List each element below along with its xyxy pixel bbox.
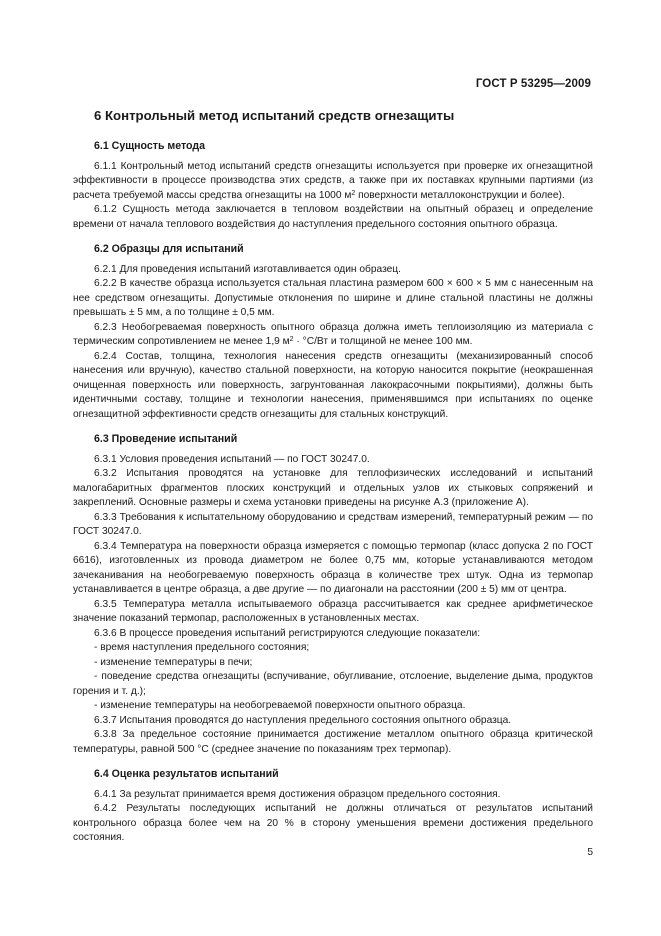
section-title: 6 Контрольный метод испытаний средств огнезащиты (94, 108, 455, 123)
superscript: 2 (351, 189, 356, 197)
list-item: - изменение температуры на необогреваемой поверхности опытного образца. (94, 700, 466, 711)
paragraph-6-4-2: 6.4.2 Результаты последующих испытаний не должны отличаться от результатов испытаний контрольного образца более чем на 20 % в сторону уменьшения времени достижения предельного состояния. (73, 803, 593, 843)
paragraph-6-2-2: 6.2.2 В качестве образца используется стальная пластина размером 600 × 600 × 5 мм с нанесенным на нее средством огнезащиты. Допустимые отклонения по ширине и длине стальной пластины не должны превышать ± 5 мм, а по толщине ± 0,5 мм. (73, 278, 593, 318)
list-item: - время наступления предельного состояния; (94, 642, 310, 653)
paragraph-6-2-3: 6.2.3 Необогреваемая поверхность опытного образца должна иметь теплоизоляцию из материала с термическим сопротивлением не менее 1,9 $м^2 \cdot ^\circ С/Вт$ и толщиной не менее 100 мм. (73, 321, 593, 347)
paragraph-6-3-1: 6.3.1 Условия проведения испытаний — по ГОСТ 30247.0. (94, 453, 370, 465)
paragraph-6-3-2: 6.3.2 Испытания проводятся на установке для теплофизических исследований и испытаний малогабаритных фрагментов плоских конструкций и отдельных узлов их стыковых сопряжений и закреплений. Основные размеры и схема установки приведены на рисунке А.3 (приложение А). (73, 468, 593, 508)
paragraph-6-1-2: 6.1.2 Сущность метода заключается в тепловом воздействии на опытный образец и определение времени от начала теплового воздействия до наступления предельного состояния опытного образца. (73, 204, 593, 230)
paragraph-6-2-4: 6.2.4 Состав, толщина, технология нанесения средств огнезащиты (механизированный способ нанесения или вручную), качество стальной поверхности, на которую наносится покрытие (неокрашенная очищенная поверхность или поверхность, загрунтованная лакокрасочными покрытиями), должны быть идентичными составу, толщине и технологии нанесения, применявшимся при испытаниях по оценке огнезащитной эффективности средств огнезащиты для стальных конструкций. (73, 350, 593, 420)
document-body (73, 108, 593, 846)
list-item: - изменение температуры в печи; (94, 656, 253, 668)
subsection-title-6-3: 6.3 Проведение испытаний (94, 433, 238, 445)
paragraph-6-1-1: 6.1.1 Контрольный метод испытаний средств огнезащиты используется при проверке их огнезащитной эффективности в процессе производства этих средств, а также при их поставках крупными партиями (из расчета требуемой массы средства огнезащиты на 1000 $м^2$ поверхности металлоконструкции и более). (73, 160, 593, 201)
subsection-title-6-2: 6.2 Образцы для испытаний (94, 243, 244, 255)
paragraph-6-4-1: 6.4.1 За результат принимается время достижения образцом предельного состояния. (94, 788, 501, 800)
paragraph-6-3-7: 6.3.7 Испытания проводятся до наступления предельного состояния опытного образца. (94, 714, 512, 726)
subsection-title-6-1: 6.1 Сущность метода (94, 140, 206, 152)
paragraph-6-3-4: 6.3.4 Температура на поверхности образца измеряется с помощью термопар (класс допуска 2 по ГОСТ 6616), изготовленных из провода диаметром не более 0,75 мм, которые устанавливаются методом зачеканивания на необогреваемую поверхность образца в количестве трех штук. Одна из термопар устанавливается в центре образца, а две другие — по диагонали на расстоянии (200 ± 5) мм от центра. (73, 540, 593, 595)
paragraph-6-3-3: 6.3.3 Требования к испытательному оборудованию и средствам измерений, температурный режим — по ГОСТ 30247.0. (73, 511, 593, 537)
paragraph-6-3-5: 6.3.5 Температура металла испытываемого образца рассчитывается как среднее арифметическое значение показаний термопар, расположенных в установленных местах. (73, 598, 593, 624)
document-code: ГОСТ Р 53295—2009 (475, 78, 591, 90)
paragraph-6-3-6: 6.3.6 В процессе проведения испытаний регистрируются следующие показатели: (94, 627, 481, 639)
paragraph-6-2-1: 6.2.1 Для проведения испытаний изготавливается один образец. (94, 263, 401, 275)
list-item: - поведение средства огнезащиты (вспучивание, обугливание, отслоение, выделение дыма, продуктов горения и т. д.); (73, 671, 593, 697)
paragraph-6-3-8: 6.3.8 За предельное состояние принимается достижение металлом опытного образца критической температуры, равной 500 °С (среднее значение по показаниям трех термопар). (73, 729, 593, 755)
superscript: 2 (289, 336, 294, 343)
subsection-title-6-4: 6.4 Оценка результатов испытаний (94, 768, 279, 780)
page-number: 5 (587, 847, 593, 858)
